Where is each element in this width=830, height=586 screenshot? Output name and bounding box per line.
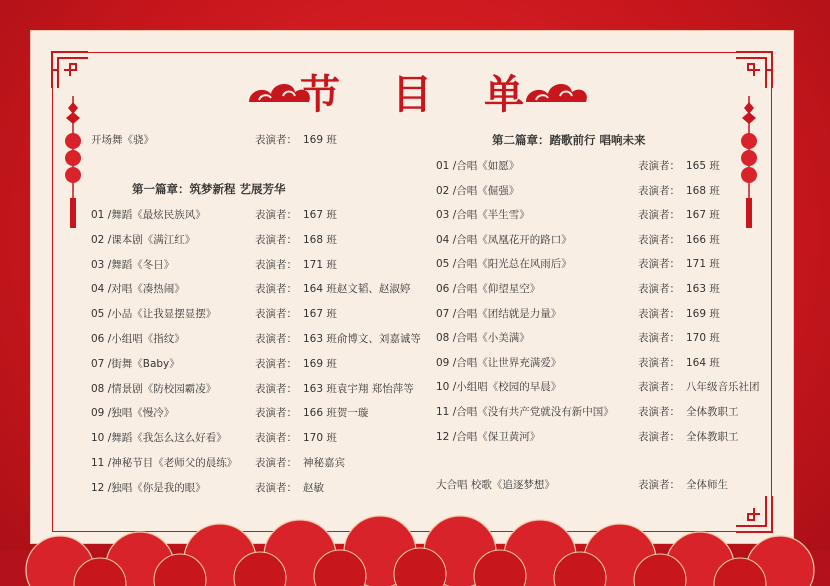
performer: 165 班 [686, 160, 720, 172]
performer: 168 班 [303, 233, 337, 246]
lantern-icon [58, 96, 88, 236]
performer-label: 表演者： [638, 356, 680, 369]
performer: 八年级音乐社团 [686, 381, 760, 394]
performer: 166 班贺一璇 [303, 407, 369, 420]
program-item: 02 /课本剧《满江红》 [91, 233, 196, 246]
program-item: 09 /独唱《慢冷》 [91, 407, 175, 420]
performer-label: 表演者： [638, 258, 680, 271]
program-item: 09 /合唱《让世界充满爱》 [436, 356, 562, 369]
performer-label: 表演者： [255, 233, 297, 246]
performer-label: 表演者： [255, 333, 297, 345]
lantern-icon [734, 96, 764, 236]
performer: 163 班 [686, 283, 720, 295]
performer-label: 表演者： [255, 432, 297, 445]
corner-knot-icon [50, 50, 90, 90]
chapter1-heading: 第一篇章：筑梦新程 艺展芳华 [132, 182, 286, 196]
performer-label: 表演者： [638, 332, 680, 345]
program-item: 10 /舞蹈《我怎么这么好看》 [91, 432, 227, 445]
performer: 169 班 [303, 134, 337, 146]
program-item: 04 /对唱《凑热闹》 [91, 283, 185, 296]
program-item: 12 /合唱《保卫黄河》 [436, 430, 541, 443]
performer: 神秘嘉宾 [303, 457, 345, 469]
program-item: 11 /神秘节目《老师父的晨练》 [91, 457, 238, 469]
performer: 171 班 [303, 258, 337, 271]
performer: 全体教职工 [686, 430, 739, 443]
performer: 170 班 [303, 432, 337, 445]
performer-label: 表演者： [638, 160, 680, 172]
finale-item: 大合唱 校歌《追逐梦想》 [436, 479, 555, 491]
performer-label: 表演者： [638, 233, 680, 246]
performer: 170 班 [686, 332, 720, 345]
performer-label: 表演者： [255, 457, 297, 469]
performer: 163 班俞博文、刘嘉诚等 [303, 333, 421, 345]
performer: 赵敏 [303, 481, 324, 494]
title-char: 单 [484, 70, 530, 118]
performer: 167 班 [303, 209, 337, 221]
auspicious-cloud-icon [522, 76, 592, 110]
corner-knot-icon [734, 50, 774, 90]
performer: 171 班 [686, 258, 720, 271]
performer: 169 班 [303, 357, 337, 370]
performer-label: 表演者： [255, 134, 297, 146]
performer-label: 表演者： [255, 407, 297, 420]
program-item: 11 /合唱《没有共产党就没有新中国》 [436, 406, 614, 418]
performer-label: 表演者： [638, 430, 680, 443]
wave-decoration [0, 500, 830, 586]
program-item: 03 /合唱《半生雪》 [436, 209, 530, 222]
performer-label: 表演者： [638, 283, 680, 295]
performer-label: 表演者： [255, 308, 297, 321]
performer: 全体师生 [686, 479, 728, 491]
performer-label: 表演者： [638, 479, 680, 491]
performer-label: 表演者： [255, 283, 297, 296]
program-item: 03 /舞蹈《冬日》 [91, 258, 175, 271]
program-item: 01 /合唱《如愿》 [436, 160, 520, 172]
performer-label: 表演者： [638, 184, 680, 197]
program-item: 06 /小组唱《指纹》 [91, 333, 185, 345]
performer: 163 班袁宇翔 郑怡萍等 [303, 382, 414, 395]
program-item: 12 /独唱《你是我的眼》 [91, 481, 206, 494]
page-title [300, 66, 530, 116]
program-item: 08 /情景剧《防校园霸凌》 [91, 382, 217, 395]
title-char: 节 [300, 70, 346, 118]
program-item: 02 /合唱《倔强》 [436, 184, 520, 197]
program-item: 07 /街舞《Baby》 [91, 357, 180, 370]
performer: 全体教职工 [686, 406, 739, 418]
performer: 167 班 [303, 308, 337, 321]
performer: 168 班 [686, 184, 720, 197]
performer-label: 表演者： [638, 381, 680, 394]
program-item: 05 /合唱《阳光总在风雨后》 [436, 258, 572, 271]
program-item: 10 /小组唱《校园的早晨》 [436, 381, 562, 394]
program-item: 08 /合唱《小美满》 [436, 332, 530, 345]
program-item: 01 /舞蹈《最炫民族风》 [91, 209, 206, 221]
performer: 164 班赵文韬、赵淑婷 [303, 283, 411, 296]
program-item: 05 /小品《让我显摆显摆》 [91, 308, 217, 321]
performer-label: 表演者： [255, 382, 297, 395]
performer-label: 表演者： [255, 481, 297, 494]
chapter2-heading: 第二篇章：踏歌前行 唱响未来 [492, 133, 646, 147]
performer-label: 表演者： [638, 406, 680, 418]
program-item: 06 /合唱《仰望星空》 [436, 283, 541, 295]
performer: 164 班 [686, 356, 720, 369]
performer-label: 表演者： [255, 258, 297, 271]
performer: 166 班 [686, 233, 720, 246]
program-item: 07 /合唱《团结就是力量》 [436, 307, 562, 320]
performer-label: 表演者： [638, 209, 680, 222]
title-char: 目 [392, 70, 438, 118]
opening-item: 开场舞《骁》 [91, 134, 154, 146]
performer-label: 表演者： [638, 307, 680, 320]
performer-label: 表演者： [255, 357, 297, 370]
performer: 167 班 [686, 209, 720, 222]
program-item: 04 /合唱《凤凰花开的路口》 [436, 233, 572, 246]
performer: 169 班 [686, 307, 720, 320]
performer-label: 表演者： [255, 209, 297, 221]
